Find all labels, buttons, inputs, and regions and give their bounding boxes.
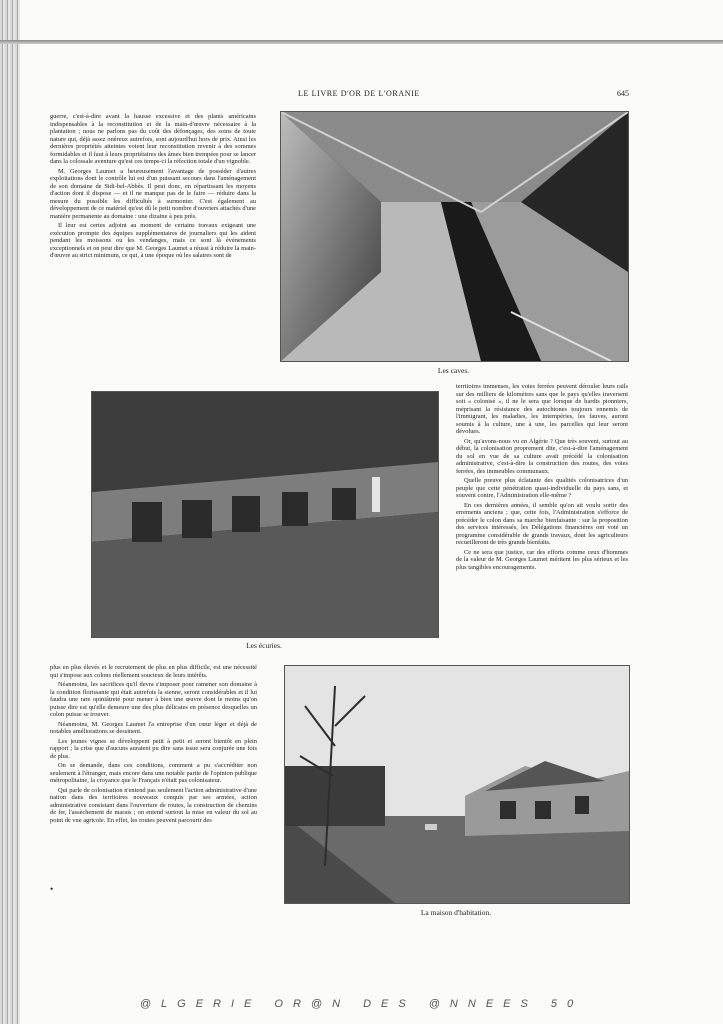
paragraph: Quelle preuve plus éclatante des qualités colonisatrices d'un peuple que cette pénétration quasi-individuelle du pays sans, et souvent contre, l'Administration elle-même ? bbox=[456, 477, 628, 499]
text-column-top-left bbox=[50, 113, 256, 262]
scan-binding-edge bbox=[0, 0, 20, 1024]
paragraph: Les jeunes vignes se développent petit à petit et seront bientôt en plein rapport ; la crise que d'aucuns auraient pu dire sans issue sera conjurée une fois de plus. bbox=[50, 737, 257, 760]
paragraph: Néanmoins, les sacrifices qu'il devra s'imposer pour ramener son domaine à la condition florissante qui était autrefois la sienne, seront considérables et il lui faudra une rare opiniâtreté pour mener à bien une œuvre dont le moins qu'on puisse dire est qu'elle demeure une des plus délicates en présence desquelles un colon puisse se trouver. bbox=[50, 681, 257, 718]
paragraph: Or, qu'avons-nous vu en Algérie ? Que très souvent, surtout au début, la colonisation proprement dite, c'est-à-dire l'aménagement du sol en vue de sa culture avait précédé la colonisation administrative, c'est-à-dire la construction des routes, des voies ferrées, des immeubles communaux. bbox=[456, 437, 628, 475]
paragraph: M. Georges Laumet a heureusement l'avantage de posséder d'autres exploitations dont le contrôle lui est d'un puissant secours dans l'aménagement de son domaine de Sidi-bel-Abbès. Il peut donc, en répartissant les moyens d'action dont il dispose — et il ne manque pas de le faire — réduire dans la mesure du possible les difficultés à surmonter. C'est également au développement de ce matériel qu'est dû le petit nombre d'ouvriers attachés d'une manière permanente au domaine : une dizaine à peu près. bbox=[50, 167, 256, 220]
paragraph: On se demande, dans ces conditions, comment a pu s'accréditer non seulement à l'étranger, mais encore dans une notable partie de l'opinion publique métropolitaine, la croyance que le Français n'était pas colonisateur. bbox=[50, 762, 257, 784]
paragraph: Néanmoins, M. Georges Laumet l'a entreprise d'un cœur léger et déjà de notables améliorations se dessinent. bbox=[50, 720, 257, 735]
page-number: 645 bbox=[617, 89, 629, 98]
paragraph: En ces dernières années, il semble qu'on ait voulu sortir des errements anciens ; que, cette fois, l'Administration s'efforce de précéder le colon dans sa marche bienfaisante : sur la proposition des services intéressés, les Délégations financières ont voté un programme considérable de grands travaux, dont les agriculteurs recueilleront de très grands bienfaits. bbox=[456, 501, 628, 546]
paragraph: territoires immenses, les voies ferrées peuvent dérouler leurs rails sur des milliers de kilomètres sans que le pays qu'elles traversent soit « colonisé », il ne le sera que lorsque de hardis pionniers, méprisant la résistance des autochtones toujours ennemis de l'immigrant, les maladies, les intempéries, les fauves, auront soumis à la culture, une à une, les parcelles qui leur seront dévolues. bbox=[456, 383, 628, 435]
text-column-bottom-left bbox=[50, 664, 257, 826]
paragraph: plus en plus élevés et le recrutement de plus en plus difficile, est une nécessité qui s'impose aux colons réellement soucieux de leurs intérêts. bbox=[50, 664, 257, 679]
photo-maison bbox=[284, 665, 630, 904]
margin-marker: • bbox=[50, 884, 54, 894]
running-title: LE LIVRE D'OR DE L'ORANIE bbox=[298, 89, 420, 98]
paragraph: Ce ne sera que justice, car des efforts comme ceux d'hommes de la valeur de M. Georges Laumet méritent les plus sérieux et les plus tangibles encouragements. bbox=[456, 548, 628, 571]
paragraph: Il leur est certes adjoint au moment de certains travaux exigeant une exécution prompte des équipes supplémentaires de journaliers qui les aident pendant les moissons ou les vendanges, mais ce sont là événements exceptionnels et on peut dire que M. Georges Laumet a réussi à réduire la main-d'œuvre au strict minimum, ce qui, à une époque où les salaires sont de bbox=[50, 222, 256, 259]
text-column-mid-right bbox=[456, 383, 628, 573]
paragraph: guerre, c'est-à-dire avant la hausse excessive et des plants américains indispensables à la reconstitution et de la main-d'œuvre nécessaire à la plantation ; nous ne parlons pas du coût des défonçages, des soins de toute nature qui, déjà assez onéreux autrefois, sont aujourd'hui hors de prix. Ainsi les dernières propriétés atteintes voient leur reconstitution revenir à des sommes formidables et il faut à leurs propriétaires des âmes bien trempées pour se lancer dans la colossale aventure qu'est ces temps-ci la réfection totale d'un vignoble. bbox=[50, 113, 256, 165]
page-header bbox=[0, 89, 723, 103]
caption-ecuries: Les écuries. bbox=[246, 641, 282, 650]
photo-ecuries bbox=[91, 391, 439, 638]
photo-caves bbox=[280, 111, 629, 362]
scan-top-rule bbox=[0, 40, 723, 44]
caption-maison: La maison d'habitation. bbox=[420, 908, 492, 917]
caption-caves: Les caves. bbox=[437, 366, 470, 375]
paragraph: Qui parle de colonisation n'entend pas seulement l'action administrative d'une nation dans des territoires nouveaux conquis par ses armées, action administrative consistant dans l'ouverture de routes, la construction de chemins de fer, l'assèchement de marais ; on entend surtout la mise en valeur du sol au point de vue agricole. En effet, les routes peuvent parcourir des bbox=[50, 786, 257, 824]
footer-watermark: @LGERIE OR@N DES @NNEES 50 bbox=[139, 998, 584, 1010]
